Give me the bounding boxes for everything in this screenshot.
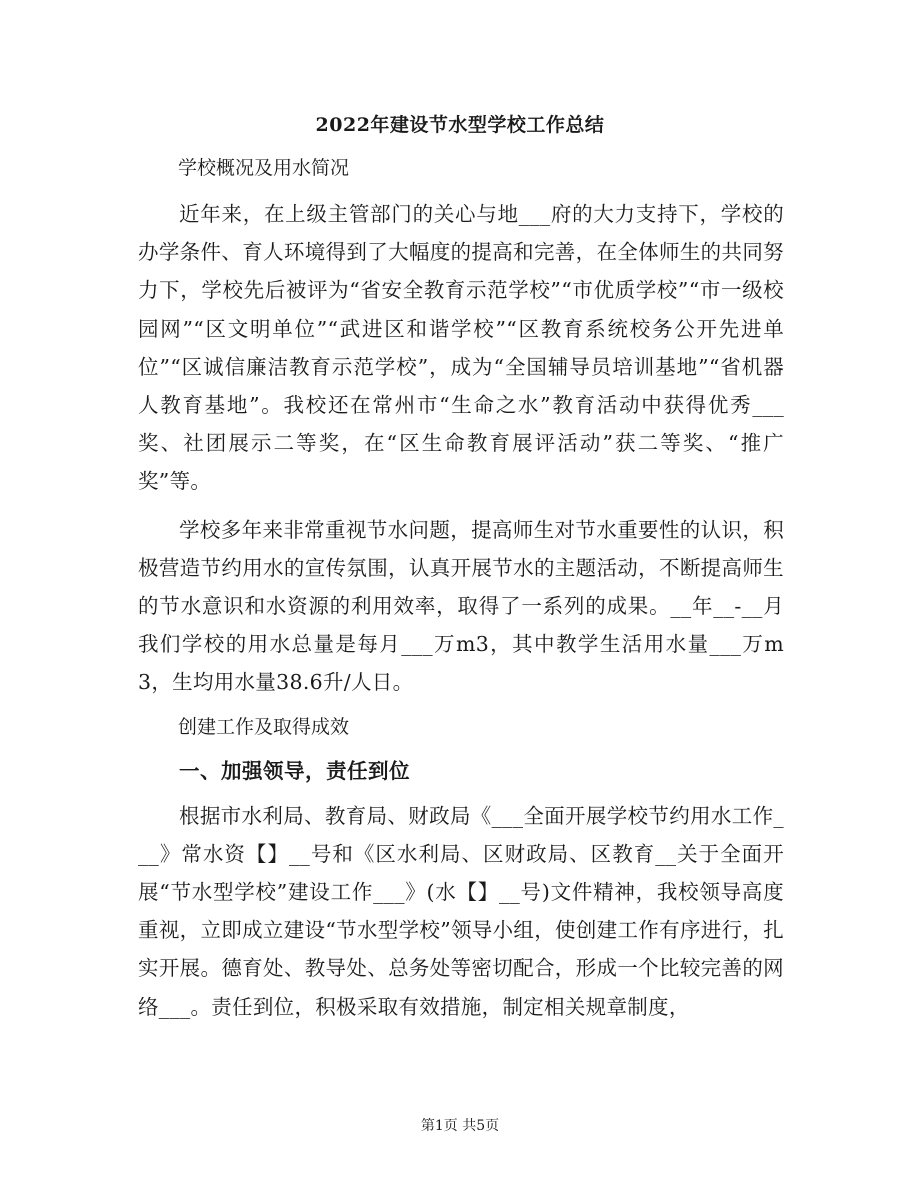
subheading-achievements: 创建工作及取得成效 bbox=[178, 715, 350, 738]
document-body bbox=[138, 150, 784, 1026]
paragraph-leadership: 根据市水利局、教育局、财政局《___全面开展学校节约用水工作___》常水资【】__号和《区水利局、区财政局、区教育__关于全面开展“节水型学校”建设工作___》(水【】__号)文件精神，我校领导高度重视，立即成立建设“节水型学校”领导小组，使创建工作有序进行，扎实开展。德育处、教导处、总务处等密切配合，形成一个比较完善的网络___。责任到位，积极采取有效措施，制定相关规章制度， bbox=[138, 803, 784, 1019]
paragraph-water-usage: 学校多年来非常重视节水问题，提高师生对节水重要性的认识，积极营造节约用水的宣传氛围，认真开展节水的主题活动，不断提高师生的节水意识和水资源的利用效率，取得了一系列的成果。__年__-__月我们学校的用水总量是每月___万m3，其中教学生活用水量___万m3，生均用水量38.6升/人日。 bbox=[138, 517, 784, 695]
document-title: 2022年建设节水型学校工作总结 bbox=[315, 114, 605, 136]
page-number: 第1页 共5页 bbox=[420, 1118, 500, 1134]
section-heading-leadership: 一、加强领导，责任到位 bbox=[179, 758, 410, 783]
subheading-school-overview: 学校概况及用水简况 bbox=[178, 157, 350, 179]
paragraph-intro: 近年来，在上级主管部门的关心与地___府的大力支持下，学校的办学条件、育人环境得到了大幅度的提高和完善，在全体师生的共同努力下，学校先后被评为“省安全教育示范学校”“市优质学校”“市一级校园网”“区文明单位”“武进区和谐学校”“区教育系统校务公开先进单位”“区诚信廉洁教育示范学校”，成为“全国辅导员培训基地”“省机器人教育基地”。我校还在常州市“生命之水”教育活动中获得优秀___奖、社团展示二等奖，在“区生命教育展评活动”获二等奖、“推广奖”等。 bbox=[138, 202, 784, 494]
